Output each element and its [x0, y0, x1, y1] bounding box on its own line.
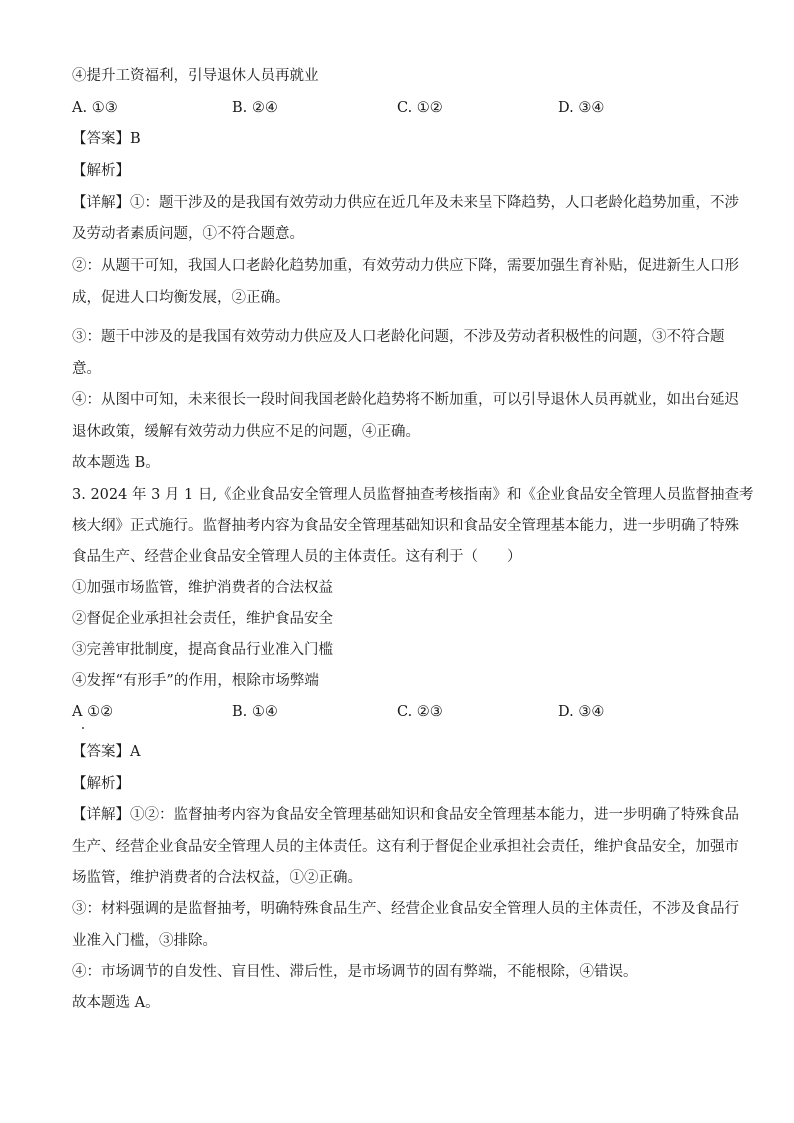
option-b: B. ②④ [232, 100, 278, 116]
question-stem: 食品生产、经营企业食品安全管理人员的主体责任。这有利于（ ） [72, 549, 522, 565]
detail-line: 【详解】①：题干涉及的是我国有效劳动力供应在近几年及未来呈下降趋势，人口老龄化趋势加重，不涉 [72, 195, 739, 211]
analysis-text: 解析 [86, 163, 116, 179]
option-statement-4: ④提升工资福利，引导退休人员再就业 [72, 68, 319, 84]
option-c: C. ①② [397, 100, 443, 116]
answer-options [72, 702, 722, 722]
option-d: D. ③④ [558, 704, 605, 720]
detail-line: 及劳动者素质问题，①不符合题意。 [72, 226, 304, 242]
statement-4: ④发挥“有形手”的作用，根除市场弊端 [72, 673, 319, 689]
detail-line: ④：从图中可知，未来很长一段时间我国老龄化趋势将不断加重，可以引导退休人员再就业，如出台延迟 [72, 392, 739, 408]
detail-line: ④：市场调节的自发性、盲目性、滞后性，是市场调节的固有弊端，不能根除，④错误。 [72, 964, 638, 980]
option-a: A. ①③ [72, 100, 118, 116]
option-b: B. ①④ [232, 704, 278, 720]
detail-line: 意。 [72, 361, 101, 377]
analysis-label [72, 161, 130, 181]
answer-options [72, 98, 722, 118]
detail-line: ③：材料强调的是监督抽考，明确特殊食品生产、经营企业食品安全管理人员的主体责任，不涉及食品行 [72, 901, 739, 917]
option-a: A ①② [72, 704, 114, 720]
statement-3: ③完善审批制度，提高食品行业准入门槛 [72, 642, 333, 658]
analysis-label [72, 774, 130, 794]
detail-line: 业准入门槛，③排除。 [72, 933, 217, 949]
bracket-open: 【 [72, 163, 87, 179]
bracket-close: 】 [115, 163, 130, 179]
statement-2: ②督促企业承担社会责任，维护食品安全 [72, 611, 333, 627]
question-stem: 核大纲》正式施行。监督抽考内容为食品安全管理基础知识和食品安全管理基本能力，进一步明确了特殊 [72, 518, 739, 534]
question-stem: 3. 2024 年 3 月 1 日,《企业食品安全管理人员监督抽查考核指南》和《企业食品安全管理人员监督抽查考 [72, 487, 754, 503]
option-d: D. ③④ [558, 100, 605, 116]
answer-label: 【答案】B [72, 131, 141, 147]
detail-line: 成，促进人口均衡发展，②正确。 [72, 290, 290, 306]
detail-line: ③：题干中涉及的是我国有效劳动力供应及人口老龄化问题，不涉及劳动者积极性的问题，③不符合题 [72, 329, 725, 345]
conclusion: 故本题选 A。 [72, 995, 160, 1011]
detail-line: 退休政策，缓解有效劳动力供应不足的问题，④正确。 [72, 424, 420, 440]
detail-line: 生产、经营企业食品安全管理人员的主体责任。这有利于督促企业承担社会责任，维护食品安全，加强市 [72, 839, 739, 855]
option-c: C. ②③ [397, 704, 443, 720]
statement-1: ①加强市场监管，维护消费者的合法权益 [72, 580, 333, 596]
stray-mark [82, 727, 84, 729]
bracket-open: 【 [72, 776, 87, 792]
conclusion: 故本题选 B。 [72, 455, 160, 471]
bracket-close: 】 [115, 776, 130, 792]
detail-line: ②：从题干可知，我国人口老龄化趋势加重，有效劳动力供应下降，需要加强生育补贴，促进新生人口形 [72, 258, 739, 274]
detail-line: 场监管，维护消费者的合法权益，①②正确。 [72, 870, 362, 886]
analysis-text: 解析 [86, 776, 116, 792]
answer-label: 【答案】A [72, 744, 141, 760]
detail-line: 【详解】①②：监督抽考内容为食品安全管理基础知识和食品安全管理基本能力，进一步明确了特殊食品 [72, 807, 739, 823]
